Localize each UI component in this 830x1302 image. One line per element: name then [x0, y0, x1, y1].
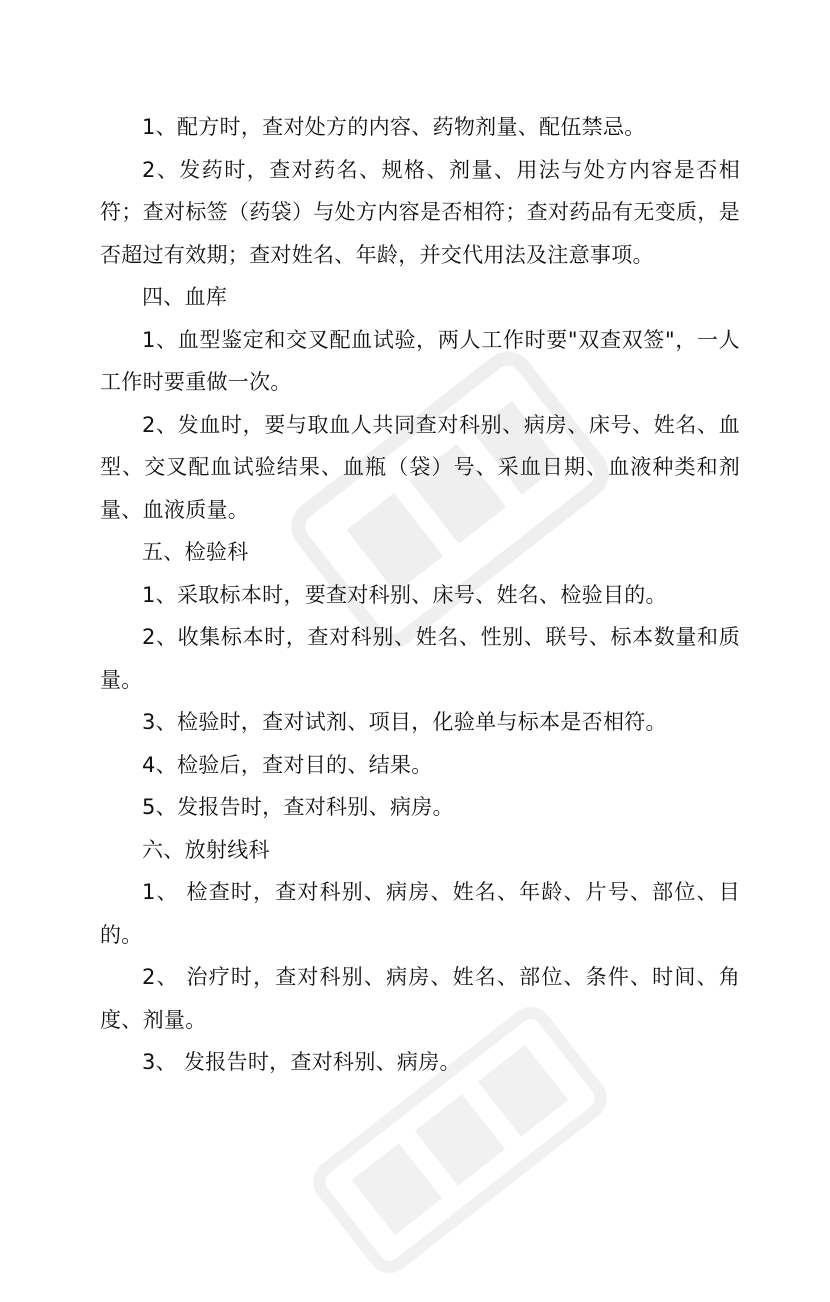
paragraph: 1、血型鉴定和交叉配血试验，两人工作时要"双查双签"，一人工作时要重做一次。 — [100, 327, 740, 394]
paragraph: 2、收集标本时，查对科别、姓名、性别、联号、标本数量和质量。 — [100, 625, 740, 692]
paragraph: 1、采取标本时，要查对科别、床号、姓名、检验目的。 — [142, 582, 667, 607]
paragraph: 2、发血时，要与取血人共同查对科别、病房、床号、姓名、血型、交叉配血试验结果、血瓶（袋）号、采血日期、血液种类和剂量、血液质量。 — [100, 412, 740, 522]
paragraph: 4、检验后，查对目的、结果。 — [142, 752, 433, 777]
paragraph: 2、发药时，查对药名、规格、剂量、用法与处方内容是否相符；查对标签（药袋）与处方内容是否相符；查对药品有无变质，是否超过有效期；查对姓名、年龄，并交代用法及注意事项。 — [100, 157, 740, 267]
paragraph: 3、 发报告时，查对科别、病房。 — [142, 1050, 461, 1074]
paragraph: 3、检验时，查对试剂、项目，化验单与标本是否相符。 — [142, 710, 667, 734]
section-heading-laboratory: 五、检验科 — [142, 540, 249, 564]
section-heading-blood-bank: 四、血库 — [142, 285, 228, 309]
section-heading-radiology: 六、放射线科 — [142, 837, 270, 862]
paragraph: 1、 检查时，查对科别、病房、姓名、年龄、片号、部位、目的。 — [100, 880, 740, 947]
document-body — [100, 106, 740, 1084]
paragraph: 5、发报告时，查对科别、病房。 — [142, 795, 454, 819]
paragraph: 2、 治疗时，查对科别、病房、姓名、部位、条件、时间、角度、剂量。 — [100, 965, 740, 1032]
paragraph: 1、配方时，查对处方的内容、药物剂量、配伍禁忌。 — [142, 115, 646, 139]
